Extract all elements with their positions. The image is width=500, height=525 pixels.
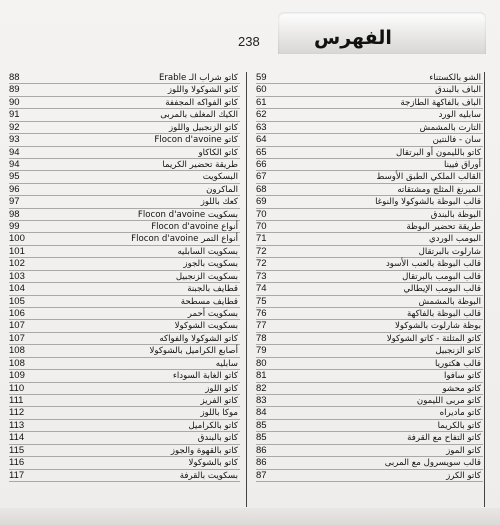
entry-title: البوظة بالمشمش — [418, 296, 481, 307]
entry-title: شارلوت بالبرتقال — [418, 246, 481, 257]
entry-title: بسكويت بالقرفة — [179, 470, 238, 481]
entry-page-number: 94 — [9, 146, 20, 158]
entry-page-number: 113 — [9, 419, 25, 431]
right-edge-rule — [484, 72, 485, 507]
entry-title: كاتو بالشوكولا — [188, 458, 238, 469]
entry-title: طريقة تحضير الكريما — [162, 159, 238, 170]
index-entry — [9, 370, 240, 382]
entry-page-number: 72 — [256, 258, 267, 270]
index-entry — [256, 233, 483, 245]
entry-title: قطايف مسطحة — [180, 296, 238, 307]
entry-page-number: 63 — [256, 121, 267, 133]
index-entry — [9, 432, 240, 444]
entry-title: كاتو بالكريما — [437, 420, 481, 431]
index-entry — [9, 420, 240, 432]
entry-page-number: 102 — [9, 258, 25, 270]
index-entry — [9, 395, 240, 407]
entry-title: بسكويت بالجوز — [183, 259, 238, 270]
entry-title: كاتو بالكراميل — [188, 420, 238, 431]
entry-page-number: 97 — [9, 196, 20, 208]
entry-page-number: 100 — [9, 233, 25, 245]
entry-page-number: 103 — [9, 270, 25, 282]
entry-page-number: 110 — [9, 382, 25, 394]
index-entry — [256, 184, 483, 196]
entry-title: كاتو بالبندق — [197, 433, 238, 444]
index-entry — [9, 345, 240, 357]
entry-title: كاتو الكاكاو — [198, 147, 238, 158]
index-entry — [256, 246, 483, 258]
entry-title: بسكويت Flocon d'avoine — [137, 209, 238, 220]
entry-title: بسكويت الزنجبيل — [175, 271, 238, 282]
index-entry — [9, 184, 240, 196]
index-entry — [256, 258, 483, 270]
entry-page-number: 115 — [9, 444, 25, 456]
index-entry — [256, 308, 483, 320]
entry-page-number: 111 — [9, 394, 24, 406]
entry-title: قطايف بالجبنة — [187, 284, 238, 295]
index-column-right — [256, 72, 483, 507]
index-entry — [256, 358, 483, 370]
page-title: الفهرس — [314, 27, 392, 49]
page-number: 238 — [238, 34, 260, 49]
entry-page-number: 78 — [256, 332, 267, 344]
entry-title: كاتو سافوا — [443, 371, 481, 382]
index-entry — [9, 383, 240, 395]
index-entry — [256, 283, 483, 295]
entry-title: كاتو الزنجبيل — [435, 346, 481, 357]
entry-title: الكيك المغلف بالمربى — [160, 110, 238, 121]
index-entry — [9, 72, 240, 84]
index-entry — [9, 134, 240, 146]
entry-title: كاتو الموز — [446, 445, 481, 456]
entry-page-number: 60 — [256, 84, 267, 96]
index-entry — [256, 159, 483, 171]
index-entry — [9, 233, 240, 245]
index-entry — [256, 196, 483, 208]
entry-page-number: 86 — [256, 444, 267, 456]
entry-title: التارت بالمشمش — [419, 122, 481, 133]
entry-page-number: 96 — [9, 183, 20, 195]
entry-page-number: 112 — [9, 407, 25, 419]
entry-page-number: 59 — [256, 72, 267, 83]
entry-page-number: 77 — [256, 320, 267, 332]
page-header — [0, 0, 500, 64]
entry-title: أنواع التمر Flocon d'avoine — [131, 234, 238, 245]
entry-title: طريقة تحضير البوظة — [406, 222, 481, 233]
entry-page-number: 69 — [256, 196, 267, 208]
index-entry — [256, 97, 483, 109]
index-entry — [256, 333, 483, 345]
entry-page-number: 105 — [9, 295, 25, 307]
index-entry — [9, 159, 240, 171]
entry-page-number: 65 — [256, 146, 267, 158]
entry-page-number: 76 — [256, 308, 267, 320]
entry-title: القالب الملكي الطبق الأوسط — [376, 172, 481, 183]
entry-page-number: 71 — [256, 233, 267, 245]
index-entry — [256, 445, 483, 457]
index-entry — [256, 122, 483, 134]
entry-page-number: 82 — [256, 382, 267, 394]
entry-title: كاتو مربى الليمون — [416, 395, 481, 406]
index-entry — [256, 171, 483, 183]
entry-title: قالب سويسرول مع المربى — [384, 458, 481, 469]
index-entry — [9, 445, 240, 457]
entry-page-number: 93 — [9, 134, 20, 146]
index-entry — [256, 271, 483, 283]
entry-title: الماكرون — [206, 184, 238, 195]
entry-title: كاتو الفواكه المجففة — [165, 97, 238, 108]
index-entry — [256, 134, 483, 146]
entry-page-number: 81 — [256, 370, 267, 382]
entry-page-number: 84 — [256, 407, 267, 419]
entry-page-number: 85 — [256, 432, 267, 444]
index-entry — [256, 420, 483, 432]
index-entry — [9, 122, 240, 134]
entry-page-number: 107 — [9, 332, 25, 344]
entry-page-number: 91 — [9, 109, 20, 121]
entry-title: الباف بالفاكهة الطازجة — [400, 97, 481, 108]
entry-title: كاتو بالقهوة والجوز — [170, 445, 238, 456]
index-entry — [9, 196, 240, 208]
entry-title: كاتو المثلثة - كاتو الشوكولا — [386, 333, 481, 344]
entry-page-number: 108 — [9, 357, 25, 369]
index-entry — [256, 147, 483, 159]
entry-page-number: 109 — [9, 370, 25, 382]
entry-page-number: 92 — [9, 121, 20, 133]
entry-page-number: 64 — [256, 134, 267, 146]
entry-page-number: 83 — [256, 394, 267, 406]
index-entry — [9, 84, 240, 96]
entry-page-number: 61 — [256, 96, 267, 108]
index-entry — [256, 470, 483, 482]
entry-page-number: 98 — [9, 208, 20, 220]
index-entry — [9, 296, 240, 308]
entry-page-number: 101 — [9, 245, 25, 257]
index-entry — [9, 147, 240, 159]
index-entry — [256, 296, 483, 308]
index-column-left — [9, 72, 240, 507]
index-entry — [9, 283, 240, 295]
entry-title: كاتو شراب الـ Erable — [158, 73, 238, 83]
entry-title: كاتو الشوكولا والفواكه — [159, 333, 238, 344]
page-bottom-edge — [0, 508, 500, 525]
index-entry — [9, 358, 240, 370]
entry-page-number: 62 — [256, 109, 267, 121]
entry-title: قالب هكتوريا — [435, 358, 481, 369]
index-entry — [9, 109, 240, 121]
entry-title: كاتو بالليمون أو البرتقال — [395, 147, 481, 158]
index-entry — [9, 246, 240, 258]
entry-page-number: 106 — [9, 308, 25, 320]
entry-title: كاتو التفاح مع القرفة — [407, 433, 481, 444]
entry-page-number: 79 — [256, 345, 267, 357]
index-entry — [256, 370, 483, 382]
entry-page-number: 70 — [256, 208, 267, 220]
index-entry — [9, 221, 240, 233]
entry-page-number: 117 — [9, 469, 25, 481]
index-entry — [256, 84, 483, 96]
entry-title: سان - فالنتين — [432, 135, 481, 146]
entry-title: كاتو اللوز — [205, 383, 238, 394]
index-entry — [256, 221, 483, 233]
entry-page-number: 72 — [256, 245, 267, 257]
index-entry — [256, 457, 483, 469]
index-entry — [256, 383, 483, 395]
entry-title: كاتو الفريز — [200, 395, 238, 406]
entry-title: كاتو الشوكولا واللوز — [167, 85, 238, 96]
entry-title: قالب البومب بالبرتقال — [402, 271, 481, 282]
entry-title: بسكويت أحمر — [187, 309, 238, 320]
entry-page-number: 86 — [256, 457, 267, 469]
entry-page-number: 74 — [256, 283, 267, 295]
index-entry — [9, 333, 240, 345]
index-entry — [256, 209, 483, 221]
entry-page-number: 89 — [9, 84, 20, 96]
entry-title: كاتو الغابة السوداء — [172, 371, 238, 382]
entry-title: قالب البوظة بالشوكولا والنوغا — [375, 197, 481, 208]
entry-title: البومب الوردي — [429, 234, 481, 245]
entry-title: الشو بالكستناء — [429, 73, 481, 83]
index-entry — [9, 209, 240, 221]
column-divider — [246, 72, 247, 507]
index-entry — [9, 308, 240, 320]
entry-page-number: 68 — [256, 183, 267, 195]
entry-title: الميرنغ المثلج ومشتقاته — [397, 184, 481, 195]
entry-page-number: 99 — [9, 221, 20, 233]
entry-title: سابليه الورد — [438, 110, 481, 121]
entry-title: قالب البوظة بالفاكهة — [407, 309, 481, 320]
entry-page-number: 88 — [9, 72, 20, 83]
index-entry — [9, 171, 240, 183]
entry-page-number: 94 — [9, 158, 20, 170]
entry-title: قالب البوظة بالعنب الأسود — [385, 259, 481, 270]
entry-title: سابليه — [215, 358, 238, 369]
entry-title: كاتو ماديراه — [439, 408, 481, 419]
entry-page-number: 80 — [256, 357, 267, 369]
entry-page-number: 95 — [9, 171, 20, 183]
entry-title: بوظة شارلوت بالشوكولا — [394, 321, 481, 332]
entry-title: الباف بالبندق — [435, 85, 481, 96]
index-entry — [9, 320, 240, 332]
entry-title: كاتو محشو — [442, 383, 481, 394]
entry-title: بسكويت السابليه — [177, 246, 238, 257]
entry-page-number: 66 — [256, 158, 267, 170]
index-entry — [9, 258, 240, 270]
index-entry — [256, 109, 483, 121]
entry-title: كاتو Flocon d'avoine — [154, 135, 238, 146]
entry-page-number: 67 — [256, 171, 267, 183]
entry-page-number: 114 — [9, 432, 25, 444]
entry-page-number: 85 — [256, 419, 267, 431]
entry-page-number: 104 — [9, 283, 25, 295]
entry-page-number: 73 — [256, 270, 267, 282]
entry-page-number: 116 — [9, 457, 25, 469]
entry-page-number: 107 — [9, 320, 25, 332]
entry-title: كاتو الزنجبيل واللوز — [169, 122, 238, 133]
entry-title: كعك باللوز — [200, 197, 238, 208]
entry-page-number: 108 — [9, 345, 25, 357]
entry-title: البسكويت — [202, 172, 238, 183]
index-entry — [256, 72, 483, 84]
index-entry — [256, 320, 483, 332]
entry-page-number: 90 — [9, 96, 20, 108]
entry-title: موكا باللوز — [200, 408, 238, 419]
entry-title: أوراق فيينا — [444, 159, 481, 170]
entry-title: بسكويت الشوكولا — [174, 321, 238, 332]
index-entry — [256, 432, 483, 444]
entry-page-number: 75 — [256, 295, 267, 307]
entry-title: البوظة بالبندق — [430, 209, 481, 220]
index-entry — [9, 457, 240, 469]
index-entry — [256, 345, 483, 357]
index-entry — [9, 97, 240, 109]
entry-title: أنواع Flocon d'avoine — [151, 222, 238, 233]
entry-page-number: 70 — [256, 221, 267, 233]
index-entry — [256, 407, 483, 419]
index-entry — [9, 407, 240, 419]
entry-page-number: 87 — [256, 469, 267, 481]
index-entry — [9, 271, 240, 283]
entry-title: كاتو الكرز — [446, 470, 481, 481]
index-entry — [256, 395, 483, 407]
entry-title: أصابع الكراميل بالشوكولا — [149, 346, 238, 357]
entry-title: قالب البومب الإيطالي — [403, 284, 481, 295]
index-entry — [9, 470, 240, 482]
